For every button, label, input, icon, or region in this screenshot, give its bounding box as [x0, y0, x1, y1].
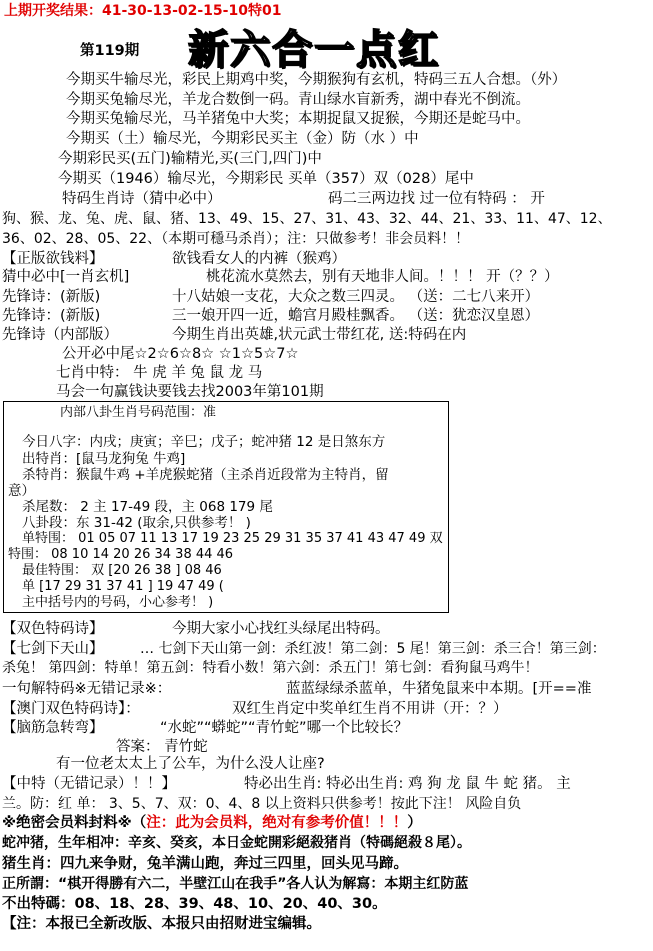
issue-number: 第119期 [80, 43, 140, 59]
intro-line: 今期买牛输尽光，彩民上期鸡中奖，今期猴狗有玄机，特码三五人合想。（外） [66, 72, 567, 88]
footer-line: 正所謂：“棋开得勝有六二，半壁江山在我手”各人认为解寫：本期主红防蓝 [2, 876, 469, 892]
story: 有一位老太太上了公车，为什么没人让座? [56, 756, 325, 772]
secret-end: ） [407, 815, 422, 831]
ma-hui: 马会一句赢钱诀要钱去找2003年第101期 [56, 384, 324, 400]
poem-label: 先锋诗（内部版） [2, 327, 118, 343]
guess-label: 猜中必中[一肖玄机] [2, 269, 130, 285]
aomen-label: 【澳门双色特码诗】： [2, 701, 140, 717]
special-numbers: 36、02、28、05、22、（本期可穩马杀肖）；注：只做参考！非会员料！！ [2, 231, 470, 247]
box-line: 出特肖：[鼠马龙狗兔 牛鸡] [22, 451, 186, 467]
tail-numbers: 公开必中尾☆2☆6☆8☆ ☆1☆5☆7☆ [62, 346, 299, 362]
jian-label: 【七剑下天山】 [2, 641, 104, 657]
secret-text: 注：此为会员料，绝对有参考价值！！！ [146, 815, 408, 831]
footer-line: 【注：本报已全新改版、本报只由招财进宝编辑。 [2, 916, 321, 932]
zhengban-text: 欲钱看女人的内裤（猴鸡） [172, 251, 346, 267]
intro-line: 今期彩民买(五门)输精光,买(三门,四门)中 [58, 151, 322, 167]
poem-text: 今期生肖出英雄,状元武士带红花, 送:特码在内 [172, 327, 467, 343]
intro-line: 今期买（土）输尽光，今期彩民买主（金）防（水 ）中 [66, 131, 419, 147]
box-line: 单 [17 29 31 37 41 ] 19 47 49 ( [22, 579, 224, 594]
secret-line [2, 814, 422, 832]
jian-text: 杀兔！ 第四剑：特单！第五剑：特看小数！第六剑：杀五门！第七剑：看狗鼠马鸡牛！ [2, 660, 539, 676]
zhengban-label: 【正版欲钱料】 [2, 251, 104, 267]
box-line: 八卦段：东 31-42 (取余,只供参考！ ) [22, 515, 251, 531]
intro-line: 今期买（1946）输尽光，今期彩民 买单（357）双（028）尾中 [58, 171, 474, 187]
shuangse-text: 今期大家小心找红头绿尾出特码。 [172, 621, 390, 637]
special-poem-hint: 码二三两边找 过一位有特码 ： 开 [328, 191, 545, 207]
poem-label: 先锋诗：(新版) [2, 308, 101, 324]
last-result: 上期开奖结果：41-30-13-02-15-10特01 [4, 3, 282, 19]
box-line: 单特围： 01 05 07 11 13 17 19 23 25 29 31 35 37 41 43 47 49 双 [22, 531, 443, 546]
secret-label: ※绝密会员料封料※（ [2, 815, 147, 831]
footer-line: 蛇冲猪，生年相冲：辛亥、癸亥，本日金蛇開彩絕殺猪肖（特碼絕殺８尾）。 [2, 835, 471, 851]
seven-zodiac: 七肖中特： 牛 虎 羊 兔 鼠 龙 马 [56, 365, 263, 381]
special-numbers: 狗、猴、龙、兔、虎、鼠、猪、13、49、15、27、31、43、32、44、21、33、11、47、12、 [2, 211, 612, 227]
box-line: 主中括号内的号码，小心参考！ ) [22, 595, 214, 610]
box-line: 最佳特围： 双 [20 26 38 ] 08 46 [22, 563, 222, 578]
aomen-text: 双红生肖定中奖单红生肖不用讲（开：？） [232, 701, 508, 717]
intro-line: 今期买兔输尽光，羊龙合数倒一码。青山绿水盲新秀，湖中春光不倒流。 [66, 92, 530, 108]
zhongte-text: 兰。防：红 单： 3、5、7、双：0、4、8 以上资料只供参考！按此下注！ 风险自负 [2, 796, 522, 812]
poem-text: 三一娘开四一近，蟾宫月殿桂飘香。 （送：犹恋汉皇恩） [172, 308, 540, 324]
zhongte-label: 【中特（无错记录）！！】 [2, 776, 176, 792]
intro-line: 今期买兔输尽光，马羊猪兔中大奖；本期捉鼠又捉猴，今期还是蛇马中。 [66, 111, 530, 127]
naojin-text: “水蛇”“蟒蛇”“青竹蛇”哪一个比较长？ [160, 720, 409, 736]
naojin-answer: 答案： 青竹蛇 [116, 739, 208, 755]
box-line: 杀特肖：猴鼠牛鸡 +羊虎猴蛇猪（主杀肖近段常为主特肖，留 [22, 467, 389, 483]
special-poem-label: 特码生肖诗（猜中必中） [62, 191, 222, 207]
box-line: 今日八字：内戌；庚寅；辛巳；戊子；蛇冲猪 12 是日煞东方 [22, 434, 386, 450]
footer-line: 不出特碼：08、18、28、39、48、10、20、40、30。 [2, 896, 387, 912]
zhongte-text: 特必出生肖: 特必出生肖: 鸡 狗 龙 鼠 牛 蛇 猪。 主 [244, 776, 571, 792]
box-line: 意） [8, 483, 35, 499]
shuangse-label: 【双色特码诗】 [2, 621, 104, 637]
poem-text: 十八姑娘一支花，大众之数三四灵。 （送：二七八来开） [172, 289, 540, 305]
footer-line: 猪生肖：四九来争财，兔羊满山跑，奔过三四里，回头见马蹄。 [2, 856, 408, 872]
box-title: 内部八卦生肖号码范围：准 [60, 405, 217, 420]
box-line: 特围： 08 10 14 20 26 34 38 44 46 [8, 547, 234, 562]
poem-label: 先锋诗：(新版) [2, 289, 101, 305]
yiju-label: 一句解特码※无错记录※： [2, 681, 172, 697]
jian-text: … 七剑下天山第一剑：杀红波！第二剑：5 尾！第三剑：杀三合！第三剑： [140, 641, 606, 657]
naojin-label: 【脑筋急转弯】 [2, 720, 104, 736]
guess-text: 桃花流水莫然去，别有天地非人间。！！！ 开（？？） [206, 269, 559, 285]
box-line: 杀尾数： 2 主 17-49 段，主 068 179 尾 [22, 499, 273, 515]
yiju-text: 蓝蓝绿绿杀蓝单，牛猪兔鼠来中本期。[开==准 [286, 681, 592, 697]
page-title: 新六合一点红 [188, 27, 440, 73]
